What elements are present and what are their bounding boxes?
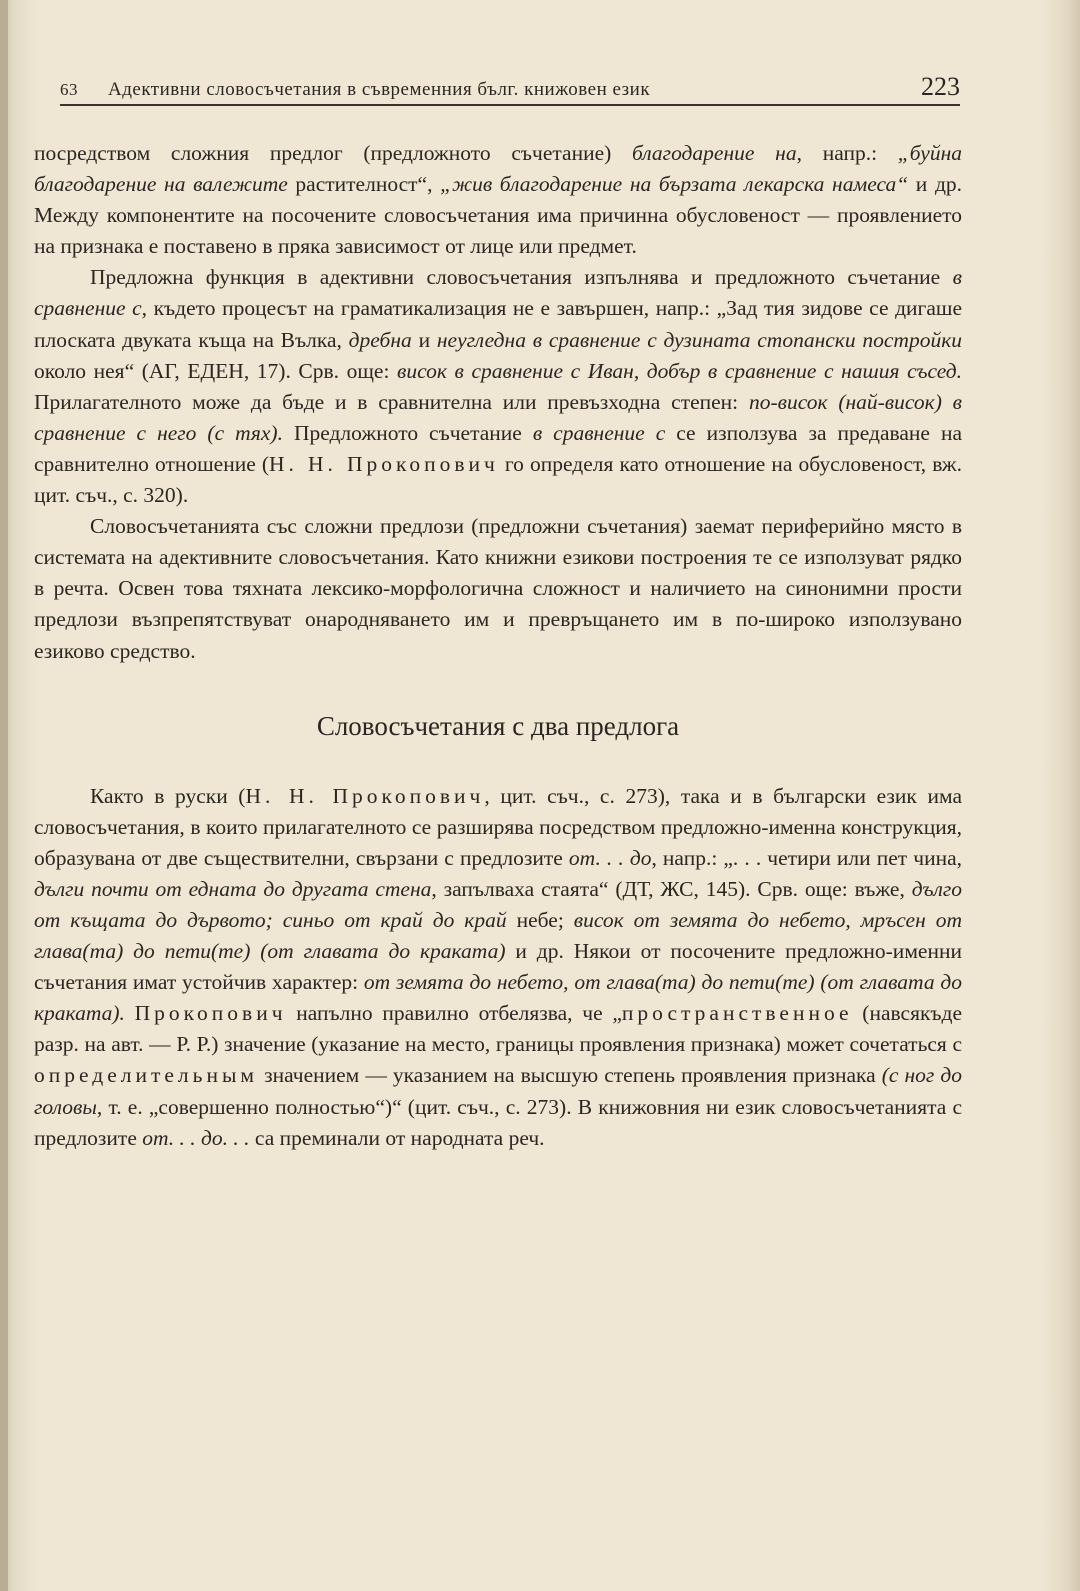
italic-example: от. . . до — [568, 845, 652, 870]
text-run: Както в руски ( — [90, 783, 246, 808]
running-header — [60, 72, 960, 102]
book-spine-shadow — [0, 0, 8, 1591]
italic-example: от земята до небето, от глава(та) до пети(те) (от главата до краката). — [34, 970, 962, 1026]
section-title: Словосъчетания с два предлога — [316, 710, 680, 741]
text-run: и др. Някои от посочените предложно-именни съчетания имат устойчив характер: — [34, 939, 962, 995]
paragraph — [34, 138, 962, 262]
text-run: , напр.: — [796, 141, 898, 165]
italic-example: по-висок (най-висок) в сравнение с него (с тях). — [34, 389, 962, 445]
italic-example: дребна — [348, 327, 412, 352]
text-run — [125, 1001, 135, 1025]
page-number: 223 — [921, 72, 960, 101]
text-run: Словосъчетанията със сложни предлози (предложни съчетания) заемат периферийно място в системата на адективните словосъчетания. Като книжни езикови построения те се използуват рядко в речта. Освен това тяхната лексико-морфологична сложност и наличието на синонимни прости предлози възпрепятствуват онародняването им и превръщането им в по-широко използувано езиково средство. — [34, 514, 962, 663]
spaced-emphasis: Н. Н. Прокопович — [245, 783, 485, 808]
text-run: Прилагателното може да бъде и в сравнителна или превъзходна степен: — [34, 389, 749, 414]
italic-example: „буйна благодарение на валежите — [34, 141, 962, 197]
paragraph — [34, 262, 962, 511]
text-run: и др. Между компонентите на посочените словосъчетания има причинна обусловеност — проявлението на признака е поставено в пряка зависимост от лице или предмет. — [34, 172, 963, 259]
italic-example: благодарение на — [632, 141, 797, 165]
text-run: и — [411, 327, 437, 352]
italic-example: неугледна в сравнение с дузината стопански постройки — [436, 327, 963, 352]
italic-example: от. . . до. . . — [142, 1125, 250, 1150]
text-run: небе; — [506, 907, 574, 932]
italic-example: в сравнение с — [34, 265, 962, 321]
text-run: , т. е. „совершенно полностью“)“ (цит. съч., с. 273). В книжовния ни език словосъчетанията с предлозите — [34, 1094, 962, 1150]
page-body — [34, 138, 962, 1154]
text-block-1 — [34, 138, 962, 667]
text-run: , където процесът на граматикализация не е завършен, напр.: „Зад тия зидове се дигаше плоската двуката къща на Вълка, — [34, 296, 962, 352]
text-run: , запълваха стаята“ (ДТ, ЖС, 145). Срв. още: въже, — [431, 876, 912, 901]
text-run: значением — указанием на высшую степень проявления признака — [258, 1063, 882, 1088]
signature-mark: 63 — [60, 80, 78, 99]
italic-example: дълги почти от едната до другата стена — [34, 876, 432, 901]
text-run: напълно правилно отбелязва, че „ — [286, 1001, 622, 1026]
text-run: растителност“, — [287, 172, 441, 197]
text-run: го определя като отношение на обусловеност, вж. цит. съч., с. 320). — [34, 451, 962, 508]
spaced-emphasis: пространственное — [621, 1001, 853, 1026]
italic-example: висок от земята до небето, мръсен от глава(та) до пети(те) (от главата до краката) — [34, 907, 962, 964]
text-run: посредством сложния предлог (предложното съчетание) — [34, 141, 633, 165]
italic-example: (с ног до головы — [34, 1063, 962, 1119]
spaced-emphasis: определительным — [34, 1063, 259, 1088]
paragraph — [34, 781, 962, 1154]
text-block-2 — [34, 781, 962, 1154]
text-run: са преминали от народната реч. — [249, 1125, 545, 1150]
spaced-emphasis: Прокопович — [134, 1001, 287, 1026]
paragraph — [34, 511, 962, 666]
italic-example: дълго от къщата до дървото; синьо от край до край — [34, 876, 962, 932]
text-run: , напр.: „. . . четири или пет чина, — [651, 845, 963, 870]
text-run: , цит. съч., с. 273), така и в български език има словосъчетания, в които прилагателното се разширява посредством предложно-именна конструкция, образувана от две съществителни, свързани с предлозите — [34, 783, 962, 870]
text-run: около нея“ (АГ, ЕДЕН, 17). Срв. още: — [34, 358, 398, 383]
text-run: Предложна функция в адективни словосъчетания изпълнява и предложното съчетание — [90, 265, 953, 290]
text-run: се използува за предаване на сравнително отношение ( — [34, 420, 962, 476]
italic-example: в сравнение с — [532, 420, 666, 445]
italic-example: „жив благодарение на бързата лекарска намеса“ — [440, 172, 909, 197]
text-run: (навсякъде разр. на авт. — Р. Р.) значение (указание на место, границы проявления признака) может сочетаться с — [34, 1001, 963, 1057]
spaced-emphasis: Н. Н. Прокопович — [269, 451, 499, 476]
running-title: Адективни словосъчетания в съвременния бълг. книжовен език — [108, 79, 651, 100]
text-run: Предложното съчетание — [282, 420, 533, 445]
italic-example: висок в сравнение с Иван, добър в сравнение с нашия съсед. — [397, 358, 963, 383]
header-rule — [60, 104, 960, 106]
